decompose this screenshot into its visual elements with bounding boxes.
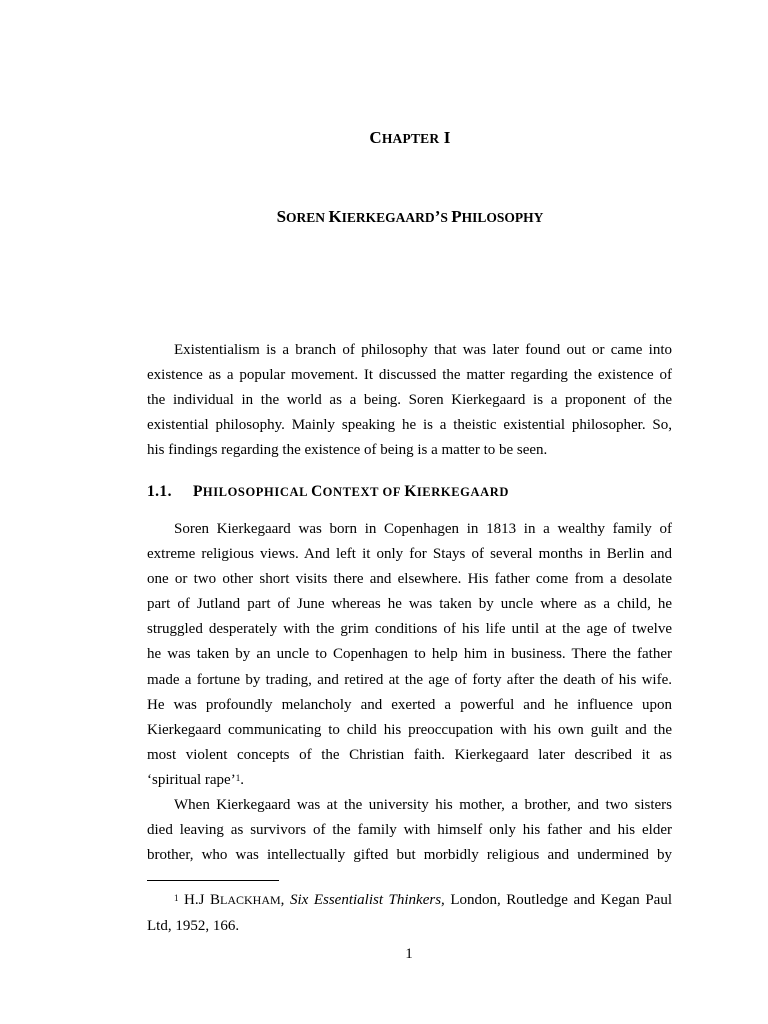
- chapter-title: CHAPTER I: [369, 128, 451, 147]
- text-line: He was profoundly melancholy and exerted a powerful and he influence upon: [147, 696, 672, 713]
- text-line: one or two other short visits there and elsewhere. His father come from a desolate: [147, 571, 672, 588]
- footnote: [147, 888, 672, 939]
- text-line: brother, who was intellectually gifted but morbidly religious and undermined by: [147, 847, 672, 864]
- page-number: 1: [405, 946, 413, 962]
- section-heading: 1.1. PHILOSOPHICAL CONTEXT OF KIERKEGAARD: [147, 483, 509, 500]
- text-line: died leaving as survivors of the family with himself only his father and his elder: [147, 822, 672, 839]
- text-line: his findings regarding the existence of being is a matter to be seen.: [147, 442, 548, 459]
- text-line: ‘spiritual rape’$^1$.: [147, 771, 244, 788]
- section-number: 1.1.: [147, 483, 172, 500]
- text-line: the individual in the world as a being. Soren Kierkegaard is a proponent of the: [147, 392, 672, 409]
- footnote-ref: 1: [235, 772, 241, 783]
- intro-paragraph: [147, 338, 672, 463]
- text-line: When Kierkegaard was at the university his mother, a brother, and two sisters: [174, 797, 672, 814]
- text-line: Soren Kierkegaard was born in Copenhagen in 1813 in a wealthy family of: [174, 521, 672, 537]
- text-line: struggled desperately with the grim conditions of his life until at the age of twelve: [147, 621, 672, 638]
- text-line: made a fortune by trading, and retired at the age of forty after the death of his wife.: [147, 671, 672, 688]
- text-line: most violent concepts of the Christian faith. Kierkegaard later described it as: [147, 746, 672, 763]
- footnote-line: Ltd, 1952, 166.: [147, 917, 240, 934]
- text-line: Kierkegaard communicating to child his preoccupation with his own guilt and the: [147, 721, 672, 738]
- text-line: existential philosophy. Mainly speaking he is a theistic existential philosopher. So,: [147, 417, 672, 434]
- chapter-subtitle: SOREN KIERKEGAARD’S PHILOSOPHY: [276, 207, 544, 226]
- text-line: extreme religious views. And left it only for Stays of several months in Berlin and: [147, 546, 672, 563]
- footnote-separator: [147, 880, 279, 881]
- text-line: he was taken by an uncle to Copenhagen to help him in business. There the father: [147, 646, 672, 663]
- book-title: Six Essentialist Thinkers: [289, 892, 442, 908]
- body-paragraphs: [147, 517, 672, 868]
- text-line: existence as a popular movement. It discussed the matter regarding the existence of: [147, 367, 672, 384]
- text-line: part of Jutland part of June whereas he was taken by uncle where as a child, he: [147, 596, 672, 613]
- text-line: Existentialism is a branch of philosophy that was later found out or came into: [174, 342, 672, 358]
- footnote-line: $^1$ H.J BLACKHAM, Six Essentialist Thinkers, London, Routledge and Kegan Paul: [174, 892, 673, 908]
